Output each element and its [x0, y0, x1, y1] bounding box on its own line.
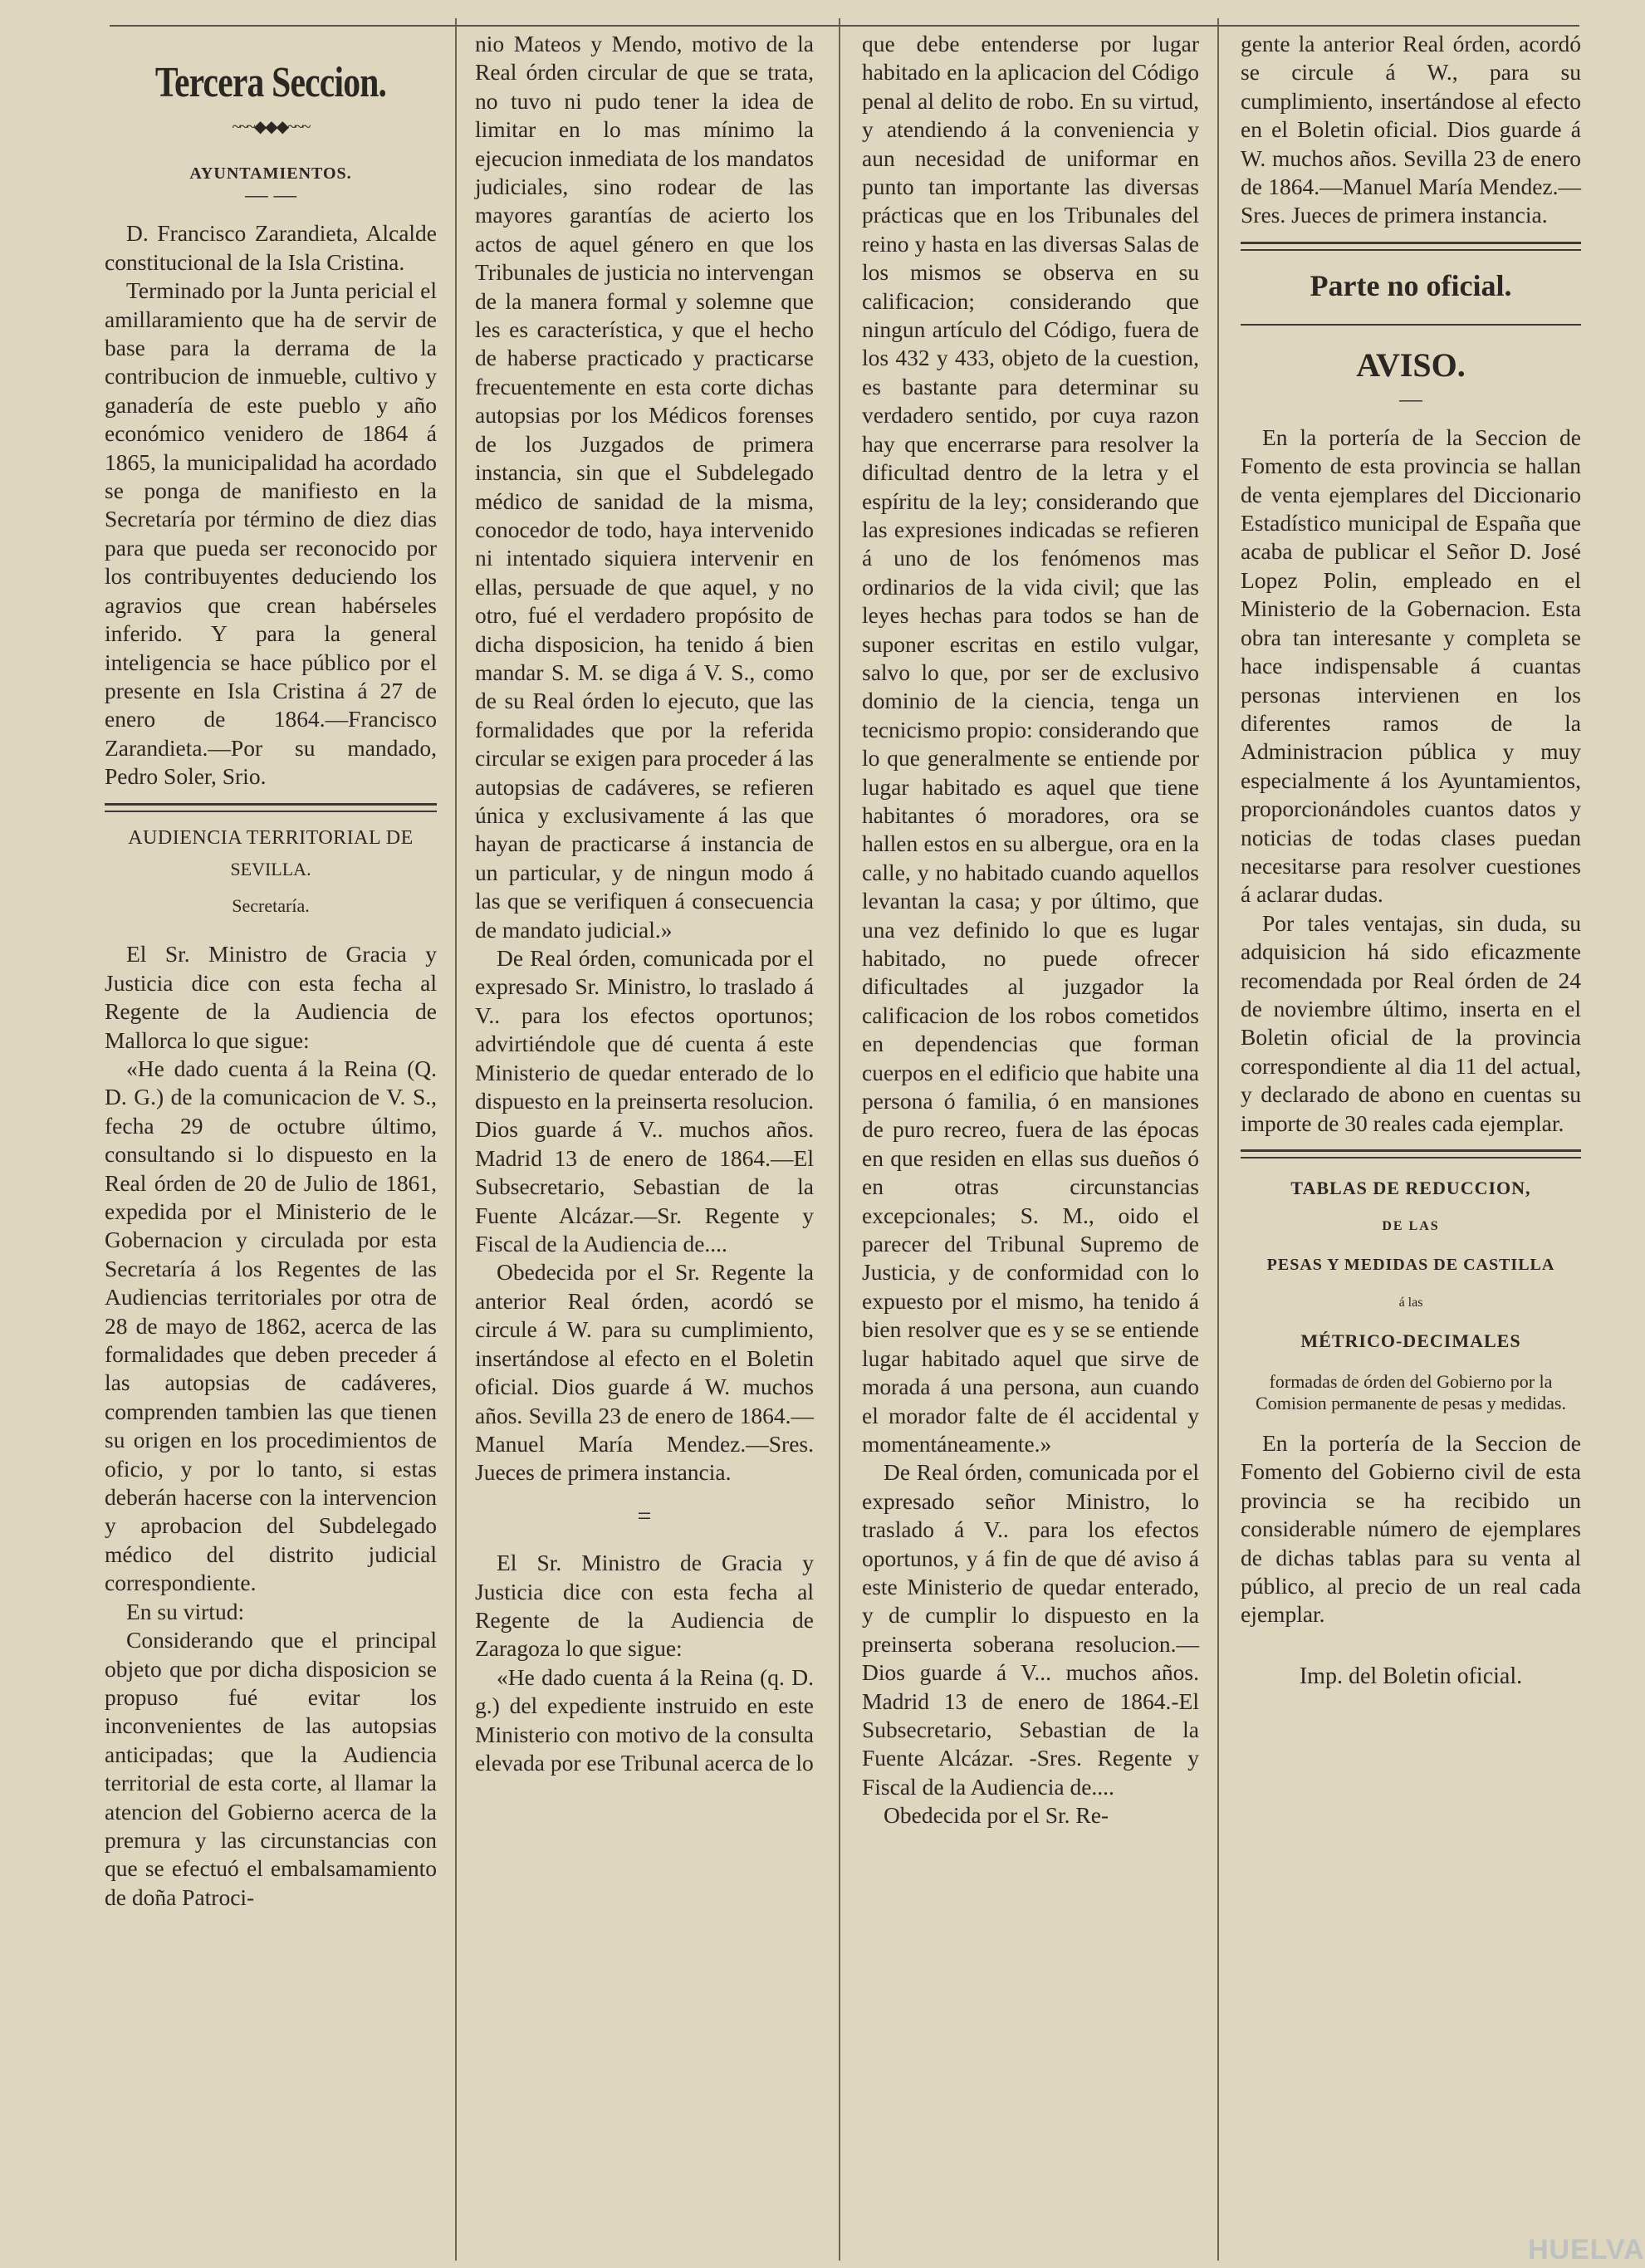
alcalde-paragraph: D. Francisco Zarandieta, Alcalde constitucional de la Isla Cristina.	[105, 220, 437, 275]
title-flourish: ~~~◆◆◆~~~	[232, 118, 310, 136]
formadas-note: formadas de órden del Gobierno por la Comision permanente de pesas y medidas.	[1256, 1371, 1566, 1413]
imprenta-footer: Imp. del Boletin oficial.	[1299, 1663, 1523, 1689]
obedecida-paragraph: Obedecida por el Sr. Regente la anterior Real órden, acordó se circule á W. para su cumplimiento, insertándose al efecto en el Boletin oficial. Dios guarde á W. muchos años. Sevilla 23 de enero de 1864.—Manuel María Mendez.—Sres. Jueces de primera instancia.	[475, 1259, 814, 1486]
regente-paragraph: gente la anterior Real órden, acordó se circule á W., para su cumplimiento, insertándose al efecto en el Boletin oficial. Dios guarde á W. muchos años. Sevilla 23 de enero de 1864.—Manuel María Mendez.—Sres. Jueces de primera instancia.	[1241, 31, 1581, 228]
tablas-rule	[1241, 1149, 1581, 1158]
column-3	[862, 30, 1199, 1830]
column-1	[105, 30, 437, 1912]
real-orden-paragraph: De Real órden, comunicada por el expresado Sr. Ministro, lo traslado á V.. para los efectos oportunos; advirtiéndole que dé cuenta á este Ministerio de quedar enterado de lo dispuesto en la preinserta resolucion. Dios guarde á V.. muchos años. Madrid 13 de enero de 1864.—El Subsecretario, Sebastian de la Fuente Alcázar.—Sr. Regente y Fiscal de la Audiencia de....	[475, 945, 814, 1257]
amillaramiento-paragraph: Terminado por la Junta pericial el amillaramiento que ha de servir de base para la derrama de la contribucion de inmueble, cultivo y ganadería de este pueblo y año económico venidero de 1864 á 1865, la municipalidad ha acordado se ponga de manifiesto en la Secretaría por término de diez dias para que pueda ser reconocido por los contribuyentes deduciendo los agravios que crean habérseles inferido. Y para la general inteligencia se hace público por el presente en Isla Cristina á 27 de enero de 1864.—Francisco Zarandieta.—Por su mandado, Pedro Soler, Srio.	[105, 277, 437, 790]
tablas-heading: TABLAS DE REDUCCION,	[1290, 1178, 1531, 1198]
diccionario-paragraph: En la portería de la Seccion de Fomento de esta provincia se hallan de venta ejemplares del Diccionario Estadístico municipal de España que acaba de publicar el Señor D. José Lopez Polin, empleado en el Ministerio de la Gobernacion. Esta obra tan interesante y completa se hace indispensable á cuantas personas intervienen en los diferentes ramos de la Administracion pública y muy especialmente á los Ayuntamientos, proporcionándoles cuantos datos y noticias de todas clases puedan necesitarse para resolver cuestiones á aclarar dudas.	[1241, 424, 1581, 908]
tablas-venta-paragraph: En la portería de la Seccion de Fomento del Gobierno civil de esta provincia se ha recibido un considerable número de ejemplares de dichas tablas para su venta al público, al precio de un real cada ejemplar.	[1241, 1430, 1581, 1628]
real-orden-2-paragraph: De Real órden, comunicada por el expresado señor Ministro, lo traslado á V.. para los efectos oportunos, y á fin de que dé aviso á este Ministerio de quedar enterado, y de cumplir lo dispuesto en la preinserta soberana resolucion.—Dios guarde á V... muchos años. Madrid 13 de enero de 1864.-El Subsecretario, Sebastian de la Fuente Alcázar. -Sres. Regente y Fiscal de la Audiencia de....	[862, 1459, 1199, 1800]
ventajas-paragraph: Por tales ventajas, sin duda, su adquisicion há sido eficazmente recomendada por Real órden de 24 de noviembre último, inserta en el Boletin oficial de la provincia correspondiente al dia 11 del actual, y declarado de abono en cuentas su importe de 30 reales cada ejemplar.	[1241, 909, 1581, 1136]
column-4	[1241, 30, 1581, 1691]
audiencia-heading: AUDIENCIA TERRITORIAL DE	[128, 826, 414, 849]
considerando-paragraph: Considerando que el principal objeto que por dicha disposicion se propuso fué evitar los inconvenientes de las autopsias anticipadas; que la Audiencia territorial de esta corte, al llamar la atencion del Gobierno acerca de la premura y las circunstancias con que se efectuó el embalsamamiento de doña Patroci-	[105, 1627, 437, 1910]
section-title: Tercera Seccion.	[154, 59, 387, 106]
separator-equals: =	[637, 1501, 652, 1530]
en-su-virtud: En su virtud:	[126, 1598, 245, 1624]
parte-rule-top	[1241, 242, 1581, 251]
column-divider-1	[455, 18, 457, 2261]
de-las-heading: DE LAS	[1382, 1219, 1440, 1233]
pesas-heading: PESAS Y MEDIDAS DE CASTILLA	[1266, 1256, 1555, 1274]
cuenta-reina-paragraph: «He dado cuenta á la Reina (Q. D. G.) de la comunicacion de V. S., fecha 29 de octubre último, consultando si lo dispuesto en la Real órden de 20 de Julio de 1861, expedida por el Ministerio de le Gobernacion y circulada por esta Secretaría á los Regentes de las Audiencias territoriales por otra de 28 de mayo de 1862, acerca de las formalidades que deben preceder á las autopsias de cadáveres, comprenden tambien las que tienen su origen en los procedimientos de oficio, y por lo tanto, si estas deberán hacerse con la intervencion y aprobacion del Subdelegado médico del distrito judicial correspondiente.	[105, 1055, 437, 1596]
section-rule	[105, 803, 437, 812]
secretaria-heading: Secretaría.	[232, 894, 310, 916]
a-las-heading: á las	[1398, 1296, 1423, 1310]
parte-rule-bottom	[1241, 324, 1581, 326]
column-2	[475, 30, 814, 1777]
expediente-paragraph: «He dado cuenta á la Reina (q. D. g.) del expediente instruido en este Ministerio con motivo de la consulta elevada por ese Tribunal acerca de lo	[475, 1663, 814, 1776]
parte-no-oficial-heading: Parte no oficial.	[1310, 268, 1512, 302]
library-stamp: HUELVA	[1528, 2234, 1645, 2266]
column-divider-3	[1217, 18, 1219, 2261]
ministro-paragraph: El Sr. Ministro de Gracia y Justicia dice con esta fecha al Regente de la Audiencia de Mallorca lo que sigue:	[105, 941, 437, 1053]
zaragoza-paragraph: El Sr. Ministro de Gracia y Justicia dice con esta fecha al Regente de la Audiencia de Zaragoza lo que sigue:	[475, 1550, 814, 1662]
mateos-paragraph: nio Mateos y Mendo, motivo de la Real órden circular de que se trata, no tuvo ni pudo tener la idea de limitar en lo mas mínimo la ejecucion inmediata de los mandatos judiciales, sino rodear de las mayores garantías de acierto los actos de aquel género en que los Tribunales de justicia no intervengan de la manera formal y solemne que les es característica, y que el hecho de haberse practicado y practicarse frecuentemente en esta corte dichas autopsias por los Médicos forenses de los Juzgados de primera instancia, sin que el Subdelegado médico de sanidad de la misma, conocedor de todo, haya intervenido ni intentado siquiera intervenir en ellas, persuade de que aquel, y no otro, fué el verdadero propósito de dicha disposicion, ha tenido á bien mandar S. M. se diga á V. S., como de su Real órden lo ejecuto, que las formalidades que por la referida circular se exigen para proceder á las autopsias de cadáveres, se refieren única y exclusivamente á las que hayan de practicarse á instancia de un particular, y de ningun modo á las que se verifiquen á consecuencia de mandato judicial.»	[475, 31, 814, 943]
obedecida-2-start: Obedecida por el Sr. Re-	[884, 1802, 1109, 1829]
column-divider-2	[839, 18, 840, 2261]
top-rule	[110, 25, 1579, 27]
metrico-heading: MÉTRICO-DECIMALES	[1300, 1330, 1521, 1351]
aviso-dash: —	[1399, 385, 1422, 411]
ayuntamientos-heading: AYUNTAMIENTOS.	[189, 164, 352, 184]
heading-dash: — —	[245, 181, 296, 208]
sevilla-heading: SEVILLA.	[230, 858, 311, 879]
lugar-habitado-paragraph: que debe entenderse por lugar habitado en la aplicacion del Código penal al delito de robo. En su virtud, y atendiendo á la conveniencia y aun necesidad de uniformar en punto tan importante las diversas prácticas que en los Tribunales del reino y hasta en las diversas Salas de los mismos se observa en su calificacion; considerando que ningun artículo del Código, fuera de los 432 y 433, objeto de la cuestion, es bastante para determinar su verdadero sentido, por cuya razon hay que encerrarse para resolver la dificultad dentro de la letra y el espíritu de la ley; considerando que las expresiones indicadas se refieren á uno de los fenómenos mas ordinarios de la vida civil; que las leyes hechas para todos se han de suponer escritas en estilo vulgar, salvo lo que, por ser de exclusivo dominio de la ciencia, tenga un tecnicismo propio: considerando que lo que generalmente se entiende por lugar habitado es aquel que tiene habitantes ó moradores, ora se hallen estos en su albergue, ora en la calle, y no habitado cuando aquellos levantan la casa; y por último, que una vez definido lo que es lugar habitado, no puede ofrecer dificultades al juzgador la calificacion de los robos cometidos en dependencias que forman cuerpos en el edificio que habite una persona ó familia, ó en mansiones de puro recreo, fuera de las épocas en que residen en ellas sus dueños ó en otras circunstancias excepcionales; S. M., oido el parecer del Tribunal Supremo de Justicia, y de conformidad con lo expuesto por el mismo, ha tenido á bien resolver que es y se se entiende lugar habitado aquel que sirve de morada á una persona, aun cuando el morador falte de él accidental y momentáneamente.»	[862, 31, 1199, 1457]
aviso-heading: AVISO.	[1356, 345, 1466, 384]
